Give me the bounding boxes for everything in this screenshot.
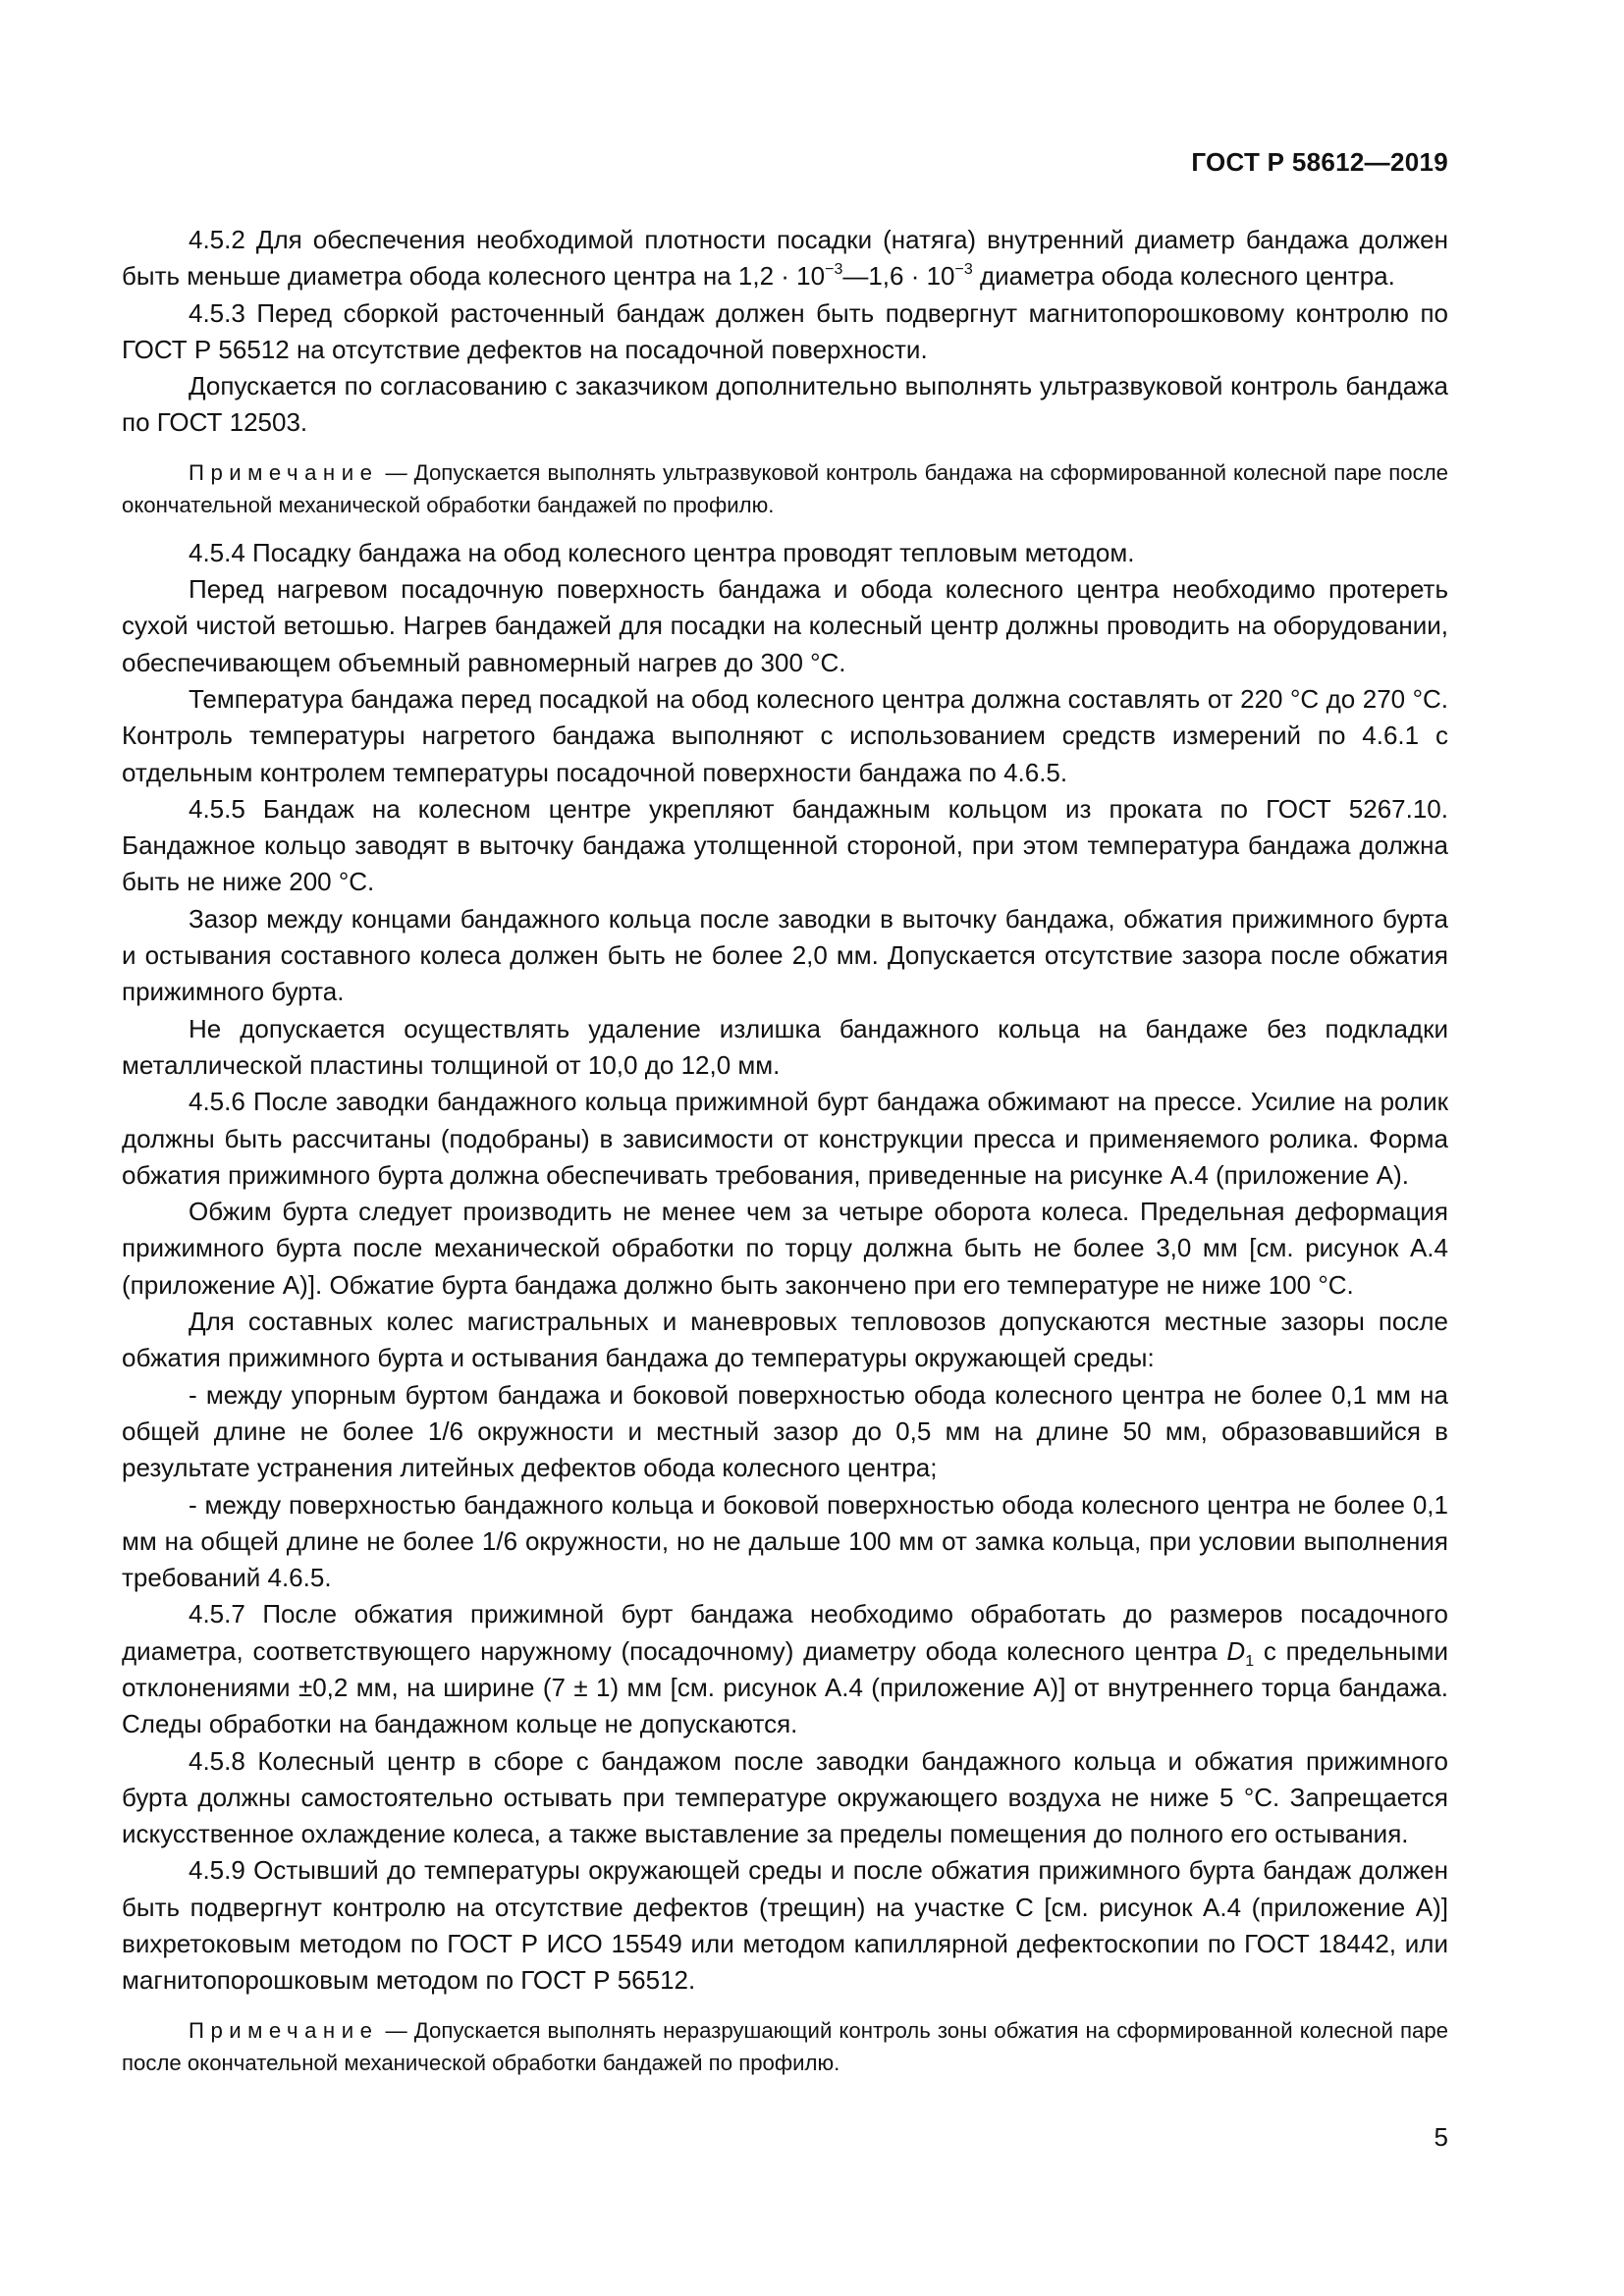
document-body [122,222,1448,2093]
paragraph-heating: Перед нагревом посадочную поверхность бандажа и обода колесного центра необходимо протереть сухой чистой ветошью. Нагрев бандажей для посадки на колесный центр должны проводить на оборудовании, обеспечивающем объемный равномерный нагрев до 300 °С. [122,574,1448,677]
paragraph-ultrasonic-control: Допускается по согласованию с заказчиком дополнительно выполнять ультразвуковой контроль бандажа по ГОСТ 12503. [122,371,1448,438]
list-item-gap-2: - между поверхностью бандажного кольца и боковой поверхностью обода колесного центра не более 0,1 мм на общей длине не более 1/6 окружности, но не дальше 100 мм от замка кольца, при условии выполнения требований 4.6.5. [122,1489,1448,1593]
note-text: — Допускается выполнять неразрушающий контроль зоны обжатия на сформированной колесной паре после окончательной механической обработки бандажей по профилю. [122,2017,1448,2075]
paragraph-crimping: Обжим бурта следует производить не менее чем за четыре оборота колеса. Предельная деформация прижимного бурта после механической обработки по торцу должна быть не более 3,0 мм [см. рисунок А.4 (приложение А)]. Обжатие бурта бандажа должно быть закончено при его температуре не ниже 100 °С. [122,1197,1448,1300]
list-item-gap-1: - между упорным буртом бандажа и боковой поверхностью обода колесного центра не более 0,1 мм на общей длине не более 1/6 окружности и местный зазор до 0,5 мм на длине 50 мм, образовавшийся в результате устранения литейных дефектов обода колесного центра; [122,1379,1448,1483]
note-2 [122,2014,1448,2079]
paragraph-4-5-5: 4.5.5 Бандаж на колесном центре укрепляют бандажным кольцом из проката по ГОСТ 5267.10. Бандажное кольцо заводят в выточку бандажа утолщенной стороной, при этом температура бандажа должна быть не ниже 200 °С. [122,793,1448,897]
paragraph-4-5-9: 4.5.9 Остывший до температуры окружающей среды и после обжатия прижимного бурта бандаж должен быть подвергнут контролю на отсутствие дефектов (трещин) на участке С [см. рисунок А.4 (приложение А)] вихретоковым методом по ГОСТ Р ИСО 15549 или методом капиллярной дефектоскопии по ГОСТ 18442, или магнитопорошковым методом по ГОСТ Р 56512. [122,1855,1448,1996]
paragraph-4-5-6: 4.5.6 После заводки бандажного кольца прижимной бурт бандажа обжимают на прессе. Усилие на ролик должны быть рассчитаны (подобраны) в зависимости от конструкции пресса и применяемого ролика. Форма обжатия прижимного бурта должна обеспечивать требования, приведенные на рисунке А.4 (приложение А). [122,1087,1448,1190]
paragraph-4-5-7: 4.5.7 После обжатия прижимной бурт бандажа необходимо обработать до размеров посадочного диаметра, соответствующего наружному (посадочному) диаметру обода колесного центра $D_1$ с предельными отклонениями ±0,2 мм, на ширине (7 ± 1) мм [см. рисунок А.4 (приложение А)] от внутреннего торца бандажа. Следы обработки на бандажном кольце не допускаются. [122,1599,1448,1739]
note-label: Примечание [189,2017,379,2043]
paragraph-4-5-2: 4.5.2 Для обеспечения необходимой плотности посадки (натяга) внутренний диаметр бандажа должен быть меньше диаметра обода колесного центра на $1,2 \cdot 10^{-3}—1,6 \cdot 10^{-3}$ диаметра обода колесного центра. [122,225,1448,292]
paragraph-4-5-3: 4.5.3 Перед сборкой расточенный бандаж должен быть подвергнут магнитопорошковому контролю по ГОСТ Р 56512 на отсутствие дефектов на посадочной поверхности. [122,297,1448,364]
note-label: Примечание [189,459,379,485]
paragraph-temperature: Температура бандажа перед посадкой на обод колесного центра должна составлять от 220 °С до 270 °С. Контроль температуры нагретого бандажа выполняют с использованием средств измерений по 4.6.1 с отдельным контролем температуры посадочной поверхности бандажа по 4.6.5. [122,683,1448,787]
note-1 [122,456,1448,521]
paragraph-4-5-4: 4.5.4 Посадку бандажа на обод колесного центра проводят тепловым методом. [189,537,1135,567]
note-text: — Допускается выполнять ультразвуковой контроль бандажа на сформированной колесной паре после окончательной механической обработки бандажей по профилю. [122,459,1448,517]
paragraph-ring-excess: Не допускается осуществлять удаление излишка бандажного кольца на бандаже без подкладки металлической пластины толщиной от 10,0 до 12,0 мм. [122,1013,1448,1080]
paragraph-4-5-8: 4.5.8 Колесный центр в сборе с бандажом после заводки бандажного кольца и обжатия прижимного бурта должны самостоятельно остывать при температуре окружающего воздуха не ниже 5 °С. Запрещается искусственное охлаждение колеса, а также выставление за пределы помещения до полного его остывания. [122,1745,1448,1849]
paragraph-local-gaps: Для составных колес магистральных и маневровых тепловозов допускаются местные зазоры после обжатия прижимного бурта и остывания бандажа до температуры окружающей среды: [122,1307,1448,1373]
paragraph-ring-gap: Зазор между концами бандажного кольца после заводки в выточку бандажа, обжатия прижимного бурта и остывания составного колеса должен быть не более 2,0 мм. Допускается отсутствие зазора после обжатия прижимного бурта. [122,903,1448,1007]
document-header: ГОСТ Р 58612—2019 [1191,147,1448,177]
page-number: 5 [1434,2122,1448,2152]
